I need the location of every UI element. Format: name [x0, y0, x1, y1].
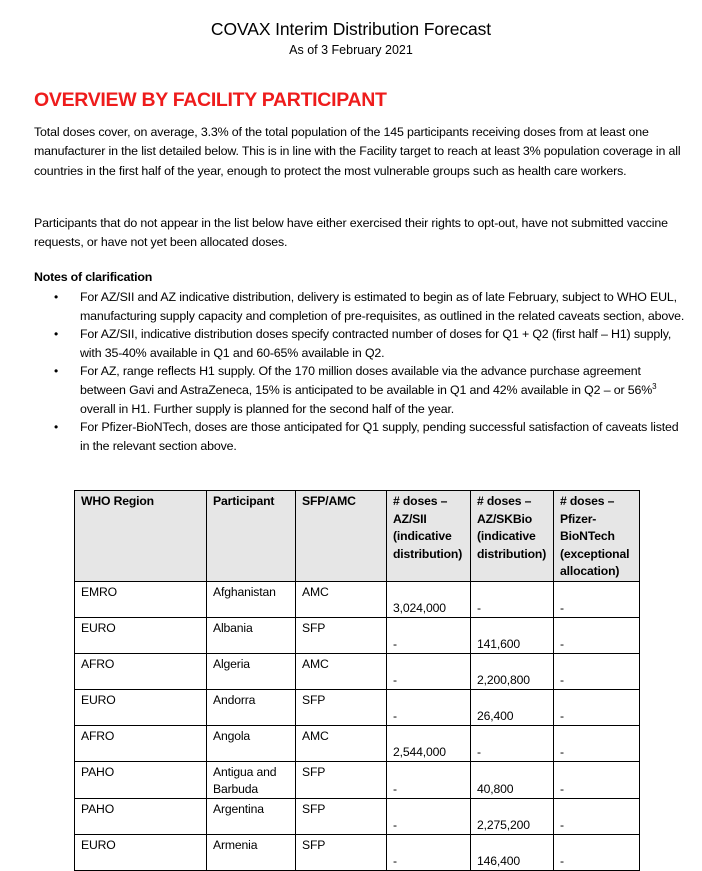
cell-text: 3,024,000	[393, 600, 446, 615]
header-sfp-amc: SFP/AMC	[296, 491, 387, 582]
cell-text: -	[560, 708, 564, 723]
table-row	[75, 689, 640, 725]
table-row	[75, 834, 640, 870]
cell-text: EMRO	[81, 584, 117, 599]
cell-text: EURO	[81, 692, 116, 707]
participants-paragraph: Participants that do not appear in the list below have either exercised their rights to opt-out, have not submitted vaccine requests, or have not yet been allocated doses.	[34, 216, 668, 250]
cell-text: 2,200,800	[477, 672, 530, 687]
document-title: COVAX Interim Distribution Forecast	[210, 19, 492, 39]
cell-text: SFP	[302, 801, 326, 816]
cell-pfizer	[554, 689, 640, 725]
cell-pfizer	[554, 653, 640, 689]
cell-az-sii	[387, 725, 471, 761]
cell-type	[296, 798, 387, 834]
cell-text: PAHO	[81, 764, 115, 779]
cell-text: -	[560, 781, 564, 796]
cell-text: -	[393, 672, 397, 687]
cell-pfizer	[554, 834, 640, 870]
cell-region	[75, 581, 207, 617]
cell-text: SFP	[302, 837, 326, 852]
header-pfizer-doses: # doses – Pfizer-BioNTech (exceptional allocation)	[554, 491, 640, 582]
note-text: For AZ/SII and AZ indicative distribution, delivery is estimated to begin as of late February, subject to WHO EUL, manufacturing supply capacity and completion of pre-requisites, as outlined in the related caveats section, above.	[80, 290, 685, 323]
document-date: As of 3 February 2021	[289, 43, 413, 57]
note-item	[34, 362, 689, 418]
cell-text: Afghanistan	[213, 584, 276, 599]
cell-text: -	[393, 708, 397, 723]
cell-text: 146,400	[477, 853, 521, 868]
cell-text: -	[393, 636, 397, 651]
cell-region	[75, 761, 207, 798]
cell-participant	[207, 798, 296, 834]
cell-text: Argentina	[213, 801, 264, 816]
distribution-table	[74, 490, 640, 871]
cell-az-skbio	[471, 653, 554, 689]
cell-type	[296, 689, 387, 725]
cell-text: PAHO	[81, 801, 115, 816]
cell-participant	[207, 725, 296, 761]
cell-text: Armenia	[213, 837, 258, 852]
cell-type	[296, 834, 387, 870]
cell-text: -	[477, 600, 481, 615]
cell-az-sii	[387, 617, 471, 653]
cell-text: -	[393, 853, 397, 868]
cell-text: Antigua and Barbuda	[213, 764, 277, 796]
cell-az-sii	[387, 761, 471, 798]
cell-text: Angola	[213, 728, 251, 743]
cell-text: -	[393, 817, 397, 832]
cell-text: -	[560, 600, 564, 615]
note-text: For Pfizer-BioNTech, doses are those anticipated for Q1 supply, pending successful satisfaction of caveats listed in the relevant section above.	[80, 420, 679, 453]
table-header-row	[75, 491, 640, 582]
cell-text: AMC	[302, 728, 329, 743]
cell-region	[75, 798, 207, 834]
cell-az-skbio	[471, 798, 554, 834]
footnote-marker[interactable]: 3	[652, 381, 657, 391]
cell-region	[75, 653, 207, 689]
cell-az-skbio	[471, 617, 554, 653]
cell-az-sii	[387, 581, 471, 617]
cell-text: Andorra	[213, 692, 256, 707]
cell-az-sii	[387, 834, 471, 870]
cell-text: SFP	[302, 620, 326, 635]
cell-az-sii	[387, 798, 471, 834]
cell-az-skbio	[471, 725, 554, 761]
cell-type	[296, 653, 387, 689]
cell-region	[75, 725, 207, 761]
cell-text: -	[560, 817, 564, 832]
cell-region	[75, 834, 207, 870]
cell-text: 2,544,000	[393, 744, 446, 759]
cell-text: 2,275,200	[477, 817, 530, 832]
note-text-continued: overall in H1. Further supply is planned for the second half of the year.	[80, 401, 455, 416]
table-row	[75, 761, 640, 798]
cell-text: AMC	[302, 656, 329, 671]
cell-text: AMC	[302, 584, 329, 599]
cell-participant	[207, 653, 296, 689]
section-heading: OVERVIEW BY FACILITY PARTICIPANT	[34, 89, 387, 111]
cell-text: 141,600	[477, 636, 521, 651]
cell-participant	[207, 834, 296, 870]
cell-region	[75, 617, 207, 653]
cell-text: -	[560, 744, 564, 759]
cell-pfizer	[554, 798, 640, 834]
cell-text: Algeria	[213, 656, 250, 671]
cell-text: EURO	[81, 620, 116, 635]
bullet-icon: •	[54, 364, 59, 379]
cell-text: -	[477, 744, 481, 759]
note-item	[34, 325, 689, 362]
cell-participant	[207, 761, 296, 798]
cell-region	[75, 689, 207, 725]
cell-participant	[207, 689, 296, 725]
table-row	[75, 798, 640, 834]
cell-az-skbio	[471, 761, 554, 798]
cell-az-skbio	[471, 834, 554, 870]
cell-pfizer	[554, 581, 640, 617]
cell-type	[296, 617, 387, 653]
cell-text: 26,400	[477, 708, 514, 723]
table-row	[75, 581, 640, 617]
header-who-region: WHO Region	[75, 491, 207, 582]
header-az-skbio-doses: # doses – AZ/SKBio (indicative distribution)	[471, 491, 554, 582]
header-participant: Participant	[207, 491, 296, 582]
table-row	[75, 653, 640, 689]
notes-heading: Notes of clarification	[34, 270, 153, 284]
cell-text: SFP	[302, 764, 326, 779]
coverage-paragraph: Total doses cover, on average, 3.3% of the total population of the 145 participants receiving doses from at least one manufacturer in the list detailed below. This is in line with the Facility target to reach at least 3% population coverage in all countries in the first half of the year, enough to protect the most vulnerable groups such as health care workers.	[34, 125, 681, 178]
cell-az-skbio	[471, 581, 554, 617]
note-text: For AZ, range reflects H1 supply. Of the 170 million doses available via the advance purchase agreement between Gavi and AstraZeneca, 15% is anticipated to be available in Q1 and 42% available in Q2 – or 56%	[80, 364, 653, 397]
cell-text: -	[560, 853, 564, 868]
table-row	[75, 725, 640, 761]
cell-text: -	[560, 636, 564, 651]
cell-pfizer	[554, 725, 640, 761]
cell-participant	[207, 617, 296, 653]
cell-text: AFRO	[81, 656, 115, 671]
table-row	[75, 617, 640, 653]
bullet-icon: •	[54, 327, 59, 342]
cell-text: 40,800	[477, 781, 514, 796]
cell-type	[296, 581, 387, 617]
cell-text: -	[393, 781, 397, 796]
cell-text: SFP	[302, 692, 326, 707]
notes-list	[34, 288, 689, 455]
note-item	[34, 288, 689, 325]
cell-text: Albania	[213, 620, 253, 635]
cell-type	[296, 761, 387, 798]
cell-az-sii	[387, 689, 471, 725]
cell-participant	[207, 581, 296, 617]
cell-pfizer	[554, 617, 640, 653]
note-text: For AZ/SII, indicative distribution doses specify contracted number of doses for Q1 + Q2 (first half – H1) supply, with 35-40% available in Q1 and 60-65% available in Q2.	[80, 327, 672, 360]
cell-az-skbio	[471, 689, 554, 725]
cell-type	[296, 725, 387, 761]
cell-text: EURO	[81, 837, 116, 852]
bullet-icon: •	[54, 420, 59, 435]
bullet-icon: •	[54, 290, 59, 304]
cell-az-sii	[387, 653, 471, 689]
cell-pfizer	[554, 761, 640, 798]
cell-text: -	[560, 672, 564, 687]
note-item	[34, 418, 689, 455]
cell-text: AFRO	[81, 728, 115, 743]
header-az-sii-doses: # doses – AZ/SII (indicative distribution)	[387, 491, 471, 582]
